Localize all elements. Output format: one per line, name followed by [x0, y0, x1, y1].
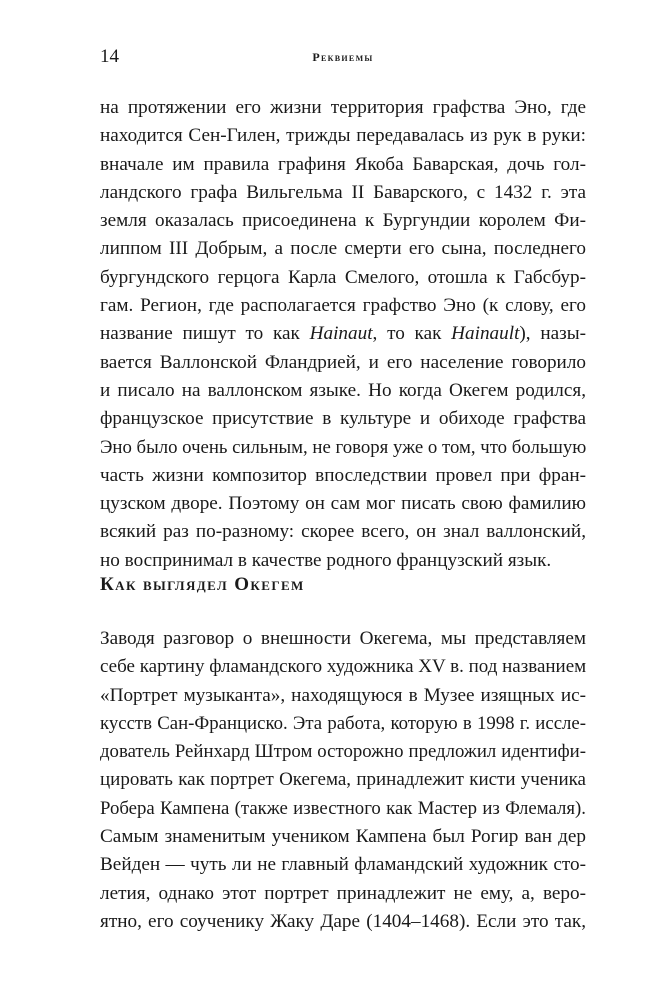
- text-line: всякий раз по-разному: скорее всего, он знал валлонский,: [100, 521, 586, 543]
- text-line: Эно было очень сильным, не говоря уже о том, что большую: [100, 436, 587, 458]
- text-run: , то как: [372, 323, 452, 345]
- text-line: себе картину фламандского художника XV в. под названием: [100, 656, 587, 678]
- text-line: ятно, его соученику Жаку Даре (1404–1468). Если это так,: [100, 910, 586, 932]
- text-line: Вейден — чуть ли не главный фламандский художник сто-: [100, 854, 586, 876]
- text-line: земля оказалась присоединена к Бургундии королем Фи-: [100, 210, 586, 232]
- text-line: вается Валлонской Фландрией, и его население говорило: [100, 351, 586, 373]
- running-head: [100, 46, 586, 68]
- italic-term-hainault: Hainault: [451, 323, 520, 345]
- text-line: дователь Рейнхард Штром осторожно предложил идентифи-: [100, 741, 586, 763]
- text-line: гам. Регион, где располагается графство Эно (к слову, его: [100, 295, 586, 317]
- text-line: но воспринимал в качестве родного французский язык.: [100, 549, 552, 571]
- section-heading: Как выглядел Окегем: [100, 574, 305, 595]
- page-number: 14: [100, 46, 119, 67]
- paragraph-portrait: [100, 625, 586, 936]
- text-line: часть жизни композитор впоследствии провел при фран-: [100, 464, 586, 486]
- text-line: цировать как портрет Окегема, принадлежит кисти ученика: [100, 769, 586, 791]
- text-line: французское присутствие в культуре и обиходе графства: [100, 408, 586, 430]
- text-line: цузском дворе. Поэтому он сам мог писать свою фамилию: [100, 493, 586, 515]
- text-line: липпом III Добрым, а после смерти его сына, последнего: [100, 238, 586, 260]
- text-line: летия, однако этот портрет принадлежит не ему, а, веро-: [100, 882, 586, 904]
- paragraph-territory-history: [100, 94, 586, 575]
- text-line: Самым знаменитым учеником Кампена был Рогир ван дер: [100, 826, 586, 848]
- running-title: Реквиемы: [312, 50, 374, 64]
- text-run: ), назы-: [519, 323, 586, 345]
- text-line: Заводя разговор о внешности Окегема, мы представляем: [100, 628, 586, 649]
- text-line: и писало на валлонском языке. Но когда Окегем родился,: [100, 379, 586, 401]
- text-line: кусств Сан-Франциско. Эта работа, которую в 1998 г. иссле-: [100, 712, 586, 734]
- text-line: на протяжении его жизни территория графства Эно, где: [100, 97, 586, 118]
- text-line-with-italics: [100, 320, 586, 348]
- text-line: бургундского герцога Карла Смелого, отошла к Габсбур-: [100, 266, 586, 288]
- text-line: вначале им правила графиня Якоба Баварская, дочь гол-: [100, 153, 586, 175]
- text-line: находится Сен-Гилен, трижды передавалась из рук в руки:: [100, 125, 586, 147]
- text-line: Робера Кампена (также известного как Мастер из Флемаля).: [100, 797, 586, 819]
- italic-term-hainaut: Hainaut: [309, 323, 373, 345]
- text-run: название пишут то как: [100, 323, 310, 345]
- text-line: «Портрет музыканта», находящуюся в Музее изящных ис-: [100, 684, 586, 706]
- text-line: ландского графа Вильгельма II Баварского, с 1432 г. эта: [100, 181, 586, 203]
